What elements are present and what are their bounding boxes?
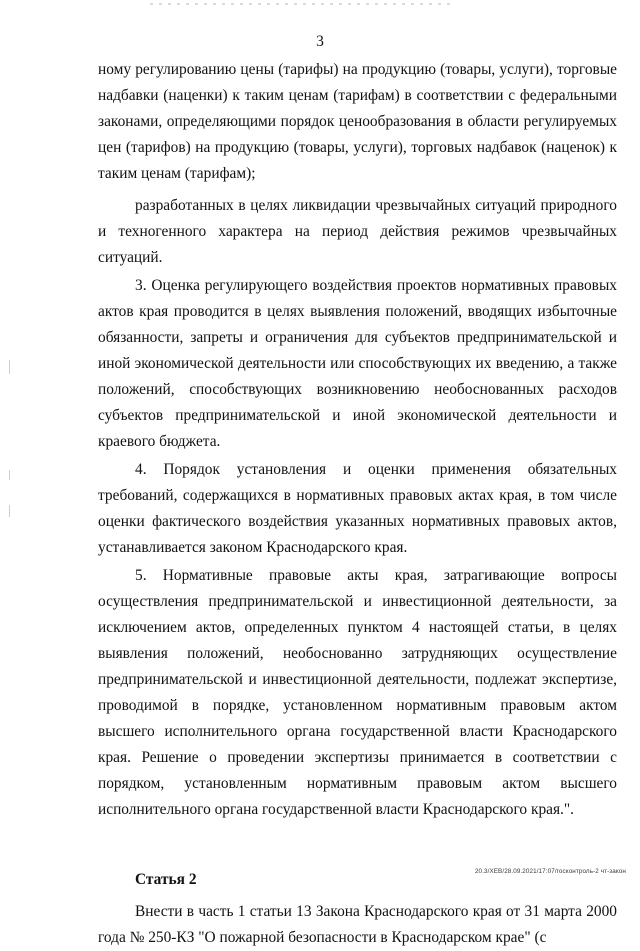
document-body	[98, 57, 617, 951]
margin-mark	[9, 360, 10, 374]
scan-noise	[150, 3, 450, 5]
article-text: Внести в часть 1 статьи 13 Закона Краснодарского края от 31 марта 2000 года № 250-КЗ "О пожарной безопасности в Краснодарском крае" (с	[98, 903, 617, 946]
footer-stamp: 20.3/ХЕВ/28.09.2021/17:07/госконтроль-2 чт-закон	[474, 868, 626, 875]
article-heading: Статья 2	[135, 871, 197, 888]
page-number: 3	[316, 33, 324, 50]
paragraph-item-3: 3. Оценка регулирующего воздействия проектов нормативных правовых актов края проводится в целях выявления положений, вводящих избыточные обязанности, запреты и ограничения для субъектов предпринимательской и иной экономической деятельности или способствующих их введению, а также положений, способствующих возникновению необоснованных расходов субъектов предпринимательской и иной экономической деятельности и краевого бюджета.	[98, 277, 617, 450]
paragraph-continuation: ному регулированию цены (тарифы) на продукцию (товары, услуги), торговые надбавки (наценки) к таким ценам (тарифам) в соответствии с федеральными законами, определяющими порядок ценообразования в области регулируемых цен (тарифов) на продукцию (товары, услуги), торговых надбавок (наценок) к таким ценам (тарифам);	[98, 61, 617, 182]
paragraph-emergency: разработанных в целях ликвидации чрезвычайных ситуаций природного и техногенного характера на период действия режимов чрезвычайных ситуаций.	[98, 197, 617, 266]
margin-mark	[9, 505, 10, 517]
margin-mark	[9, 470, 10, 480]
paragraph-item-4: 4. Порядок установления и оценки применения обязательных требований, содержащихся в нормативных правовых актах края, в том числе оценки фактического воздействия указанных нормативных правовых актов, устанавливается законом Краснодарского края.	[98, 461, 617, 556]
paragraph-item-5: 5. Нормативные правовые акты края, затрагивающие вопросы осуществления предпринимательской и инвестиционной деятельности, за исключением актов, определенных пунктом 4 настоящей статьи, в целях выявления положений, необоснованно затрудняющих осуществление предпринимательской и инвестиционной деятельности, подлежат экспертизе, проводимой в порядке, установленном нормативным правовым актом высшего исполнительного органа государственной власти Краснодарского края. Решение о проведении экспертизы принимается в соответствии с порядком, установленным нормативным правовым актом высшего исполнительного органа государственной власти Краснодарского края.".	[98, 567, 617, 818]
